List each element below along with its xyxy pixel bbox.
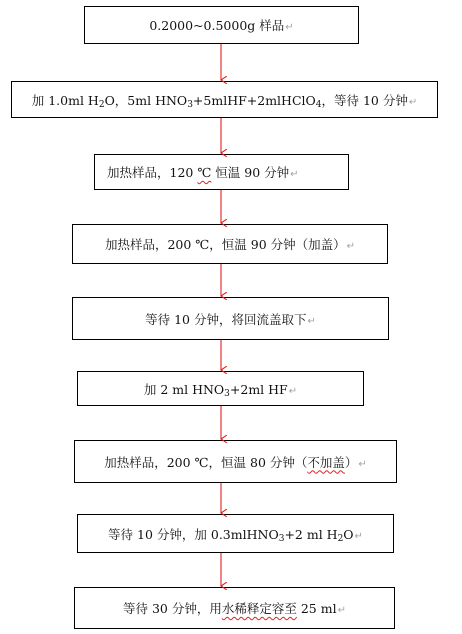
paragraph-mark-icon: ↵ xyxy=(354,530,363,542)
underlined-text: 不加盖 xyxy=(307,454,345,470)
text-run: O xyxy=(343,526,354,542)
paragraph-mark-icon: ↵ xyxy=(285,22,294,33)
underlined-text: ℃ xyxy=(197,165,212,180)
subscript: 3 xyxy=(224,388,230,399)
text-run: O，5ml HNO xyxy=(104,92,188,108)
text-run: 等待 10 分钟，加 0.3mlHNO xyxy=(108,526,279,542)
text-run: +5mlHF+2mlHClO xyxy=(192,92,316,108)
subscript: 3 xyxy=(187,99,193,110)
text-run: ） xyxy=(344,454,358,470)
text-run: 等待 10 分钟，将回流盖取下 xyxy=(145,311,307,327)
subscript: 2 xyxy=(337,533,344,544)
text-run: 加热样品，200 ℃，恒温 80 分钟（ xyxy=(104,454,308,470)
text-run: 等待 30 分钟，用 xyxy=(123,601,222,616)
text-run: ，等待 10 分钟 xyxy=(321,92,408,108)
text-run: 25 ml xyxy=(296,601,337,616)
paragraph-mark-icon: ↵ xyxy=(288,385,298,397)
paragraph-mark-icon: ↵ xyxy=(307,315,316,327)
subscript: 4 xyxy=(315,99,322,110)
text-run: +2 ml H xyxy=(284,526,338,542)
paragraph-mark-icon: ↵ xyxy=(358,458,367,470)
text-run: 0.2000~0.5000g 样品 xyxy=(149,18,285,33)
paragraph-mark-icon: ↵ xyxy=(337,605,346,616)
paragraph-mark-icon: ↵ xyxy=(408,96,418,108)
paragraph-mark-icon: ↵ xyxy=(290,169,299,180)
underlined-text: 水稀释定容至 xyxy=(221,601,297,616)
text-run: 加热样品，120 xyxy=(107,165,198,180)
subscript: 2 xyxy=(98,99,105,110)
text-run: 加 2 ml HNO xyxy=(143,381,225,397)
subscript: 3 xyxy=(278,533,285,544)
paragraph-mark-icon: ↵ xyxy=(346,241,356,252)
text-run: +2ml HF xyxy=(229,381,288,397)
text-run: 加热样品，200 ℃，恒温 90 分钟（加盖） xyxy=(104,237,346,252)
text-run: 加 1.0ml H xyxy=(31,92,99,108)
text-run: 恒温 90 分钟 xyxy=(211,165,290,180)
